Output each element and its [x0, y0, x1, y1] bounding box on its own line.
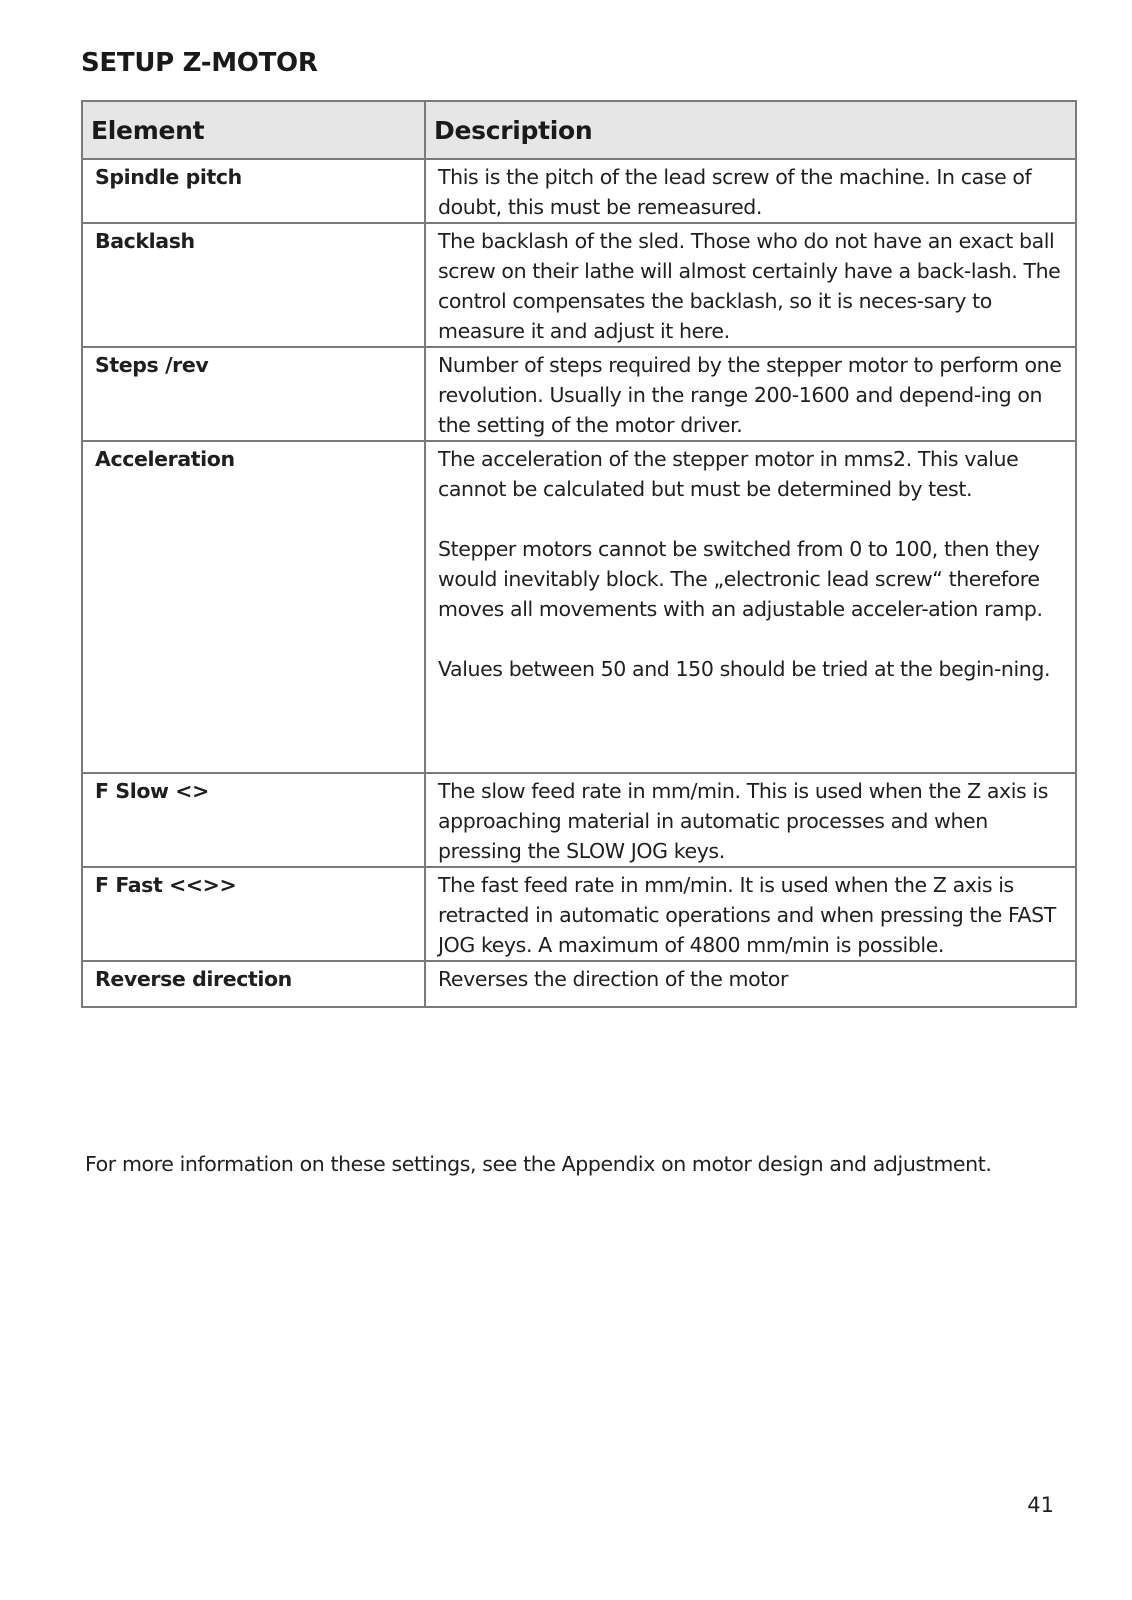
settings-table: [81, 100, 1077, 1008]
footnote: For more information on these settings, see the Appendix on motor design and adjustment.: [85, 1152, 992, 1176]
description-text: This is the pitch of the lead screw of the machine. In case of doubt, this must be remeasured.: [438, 165, 1032, 219]
element-cell: Spindle pitch: [82, 159, 425, 223]
description-text: The acceleration of the stepper motor in mms2. This value cannot be calculated but must be determined by test.: [438, 447, 1019, 501]
description-cell: [425, 159, 1076, 223]
page-number: 41: [1027, 1493, 1054, 1517]
header-element: Element: [82, 101, 425, 159]
description-cell: [425, 347, 1076, 441]
table-row: [82, 961, 1076, 1007]
element-cell: F Fast <<>>: [82, 867, 425, 961]
table-row: [82, 347, 1076, 441]
description-cell: [425, 441, 1076, 773]
element-cell: F Slow <>: [82, 773, 425, 867]
description-text: Number of steps required by the stepper motor to perform one revolution. Usually in the range 200-1600 and depend-ing on the setting of the motor driver.: [438, 353, 1062, 437]
description-text: Values between 50 and 150 should be tried at the begin-ning.: [438, 657, 1051, 681]
description-cell: [425, 961, 1076, 1007]
description-text: The fast feed rate in mm/min. It is used when the Z axis is retracted in automatic operations and when pressing the FAST JOG keys. A maximum of 4800 mm/min is possible.: [438, 873, 1056, 957]
description-cell: [425, 867, 1076, 961]
table-row: [82, 773, 1076, 867]
table-header-row: [82, 101, 1076, 159]
description-cell: [425, 223, 1076, 347]
description-cell: [425, 773, 1076, 867]
table-row: [82, 441, 1076, 773]
element-cell: Backlash: [82, 223, 425, 347]
description-text: Reverses the direction of the motor: [438, 967, 789, 991]
table-row: [82, 223, 1076, 347]
table-row: [82, 159, 1076, 223]
table-row: [82, 867, 1076, 961]
description-text: The slow feed rate in mm/min. This is used when the Z axis is approaching material in automatic processes and when pressing the SLOW JOG keys.: [438, 779, 1048, 863]
description-text: Stepper motors cannot be switched from 0 to 100, then they would inevitably block. The „electronic lead screw“ therefore moves all movements with an adjustable acceler-ation ramp.: [438, 537, 1043, 621]
element-cell: Steps /rev: [82, 347, 425, 441]
section-title: SETUP Z-MOTOR: [81, 48, 318, 78]
description-text: The backlash of the sled. Those who do not have an exact ball screw on their lathe will almost certainly have a back-lash. The control compensates the backlash, so it is neces-sary to measure it and adjust it here.: [438, 229, 1061, 343]
header-description: Description: [425, 101, 1076, 159]
element-cell: Reverse direction: [82, 961, 425, 1007]
element-cell: Acceleration: [82, 441, 425, 773]
